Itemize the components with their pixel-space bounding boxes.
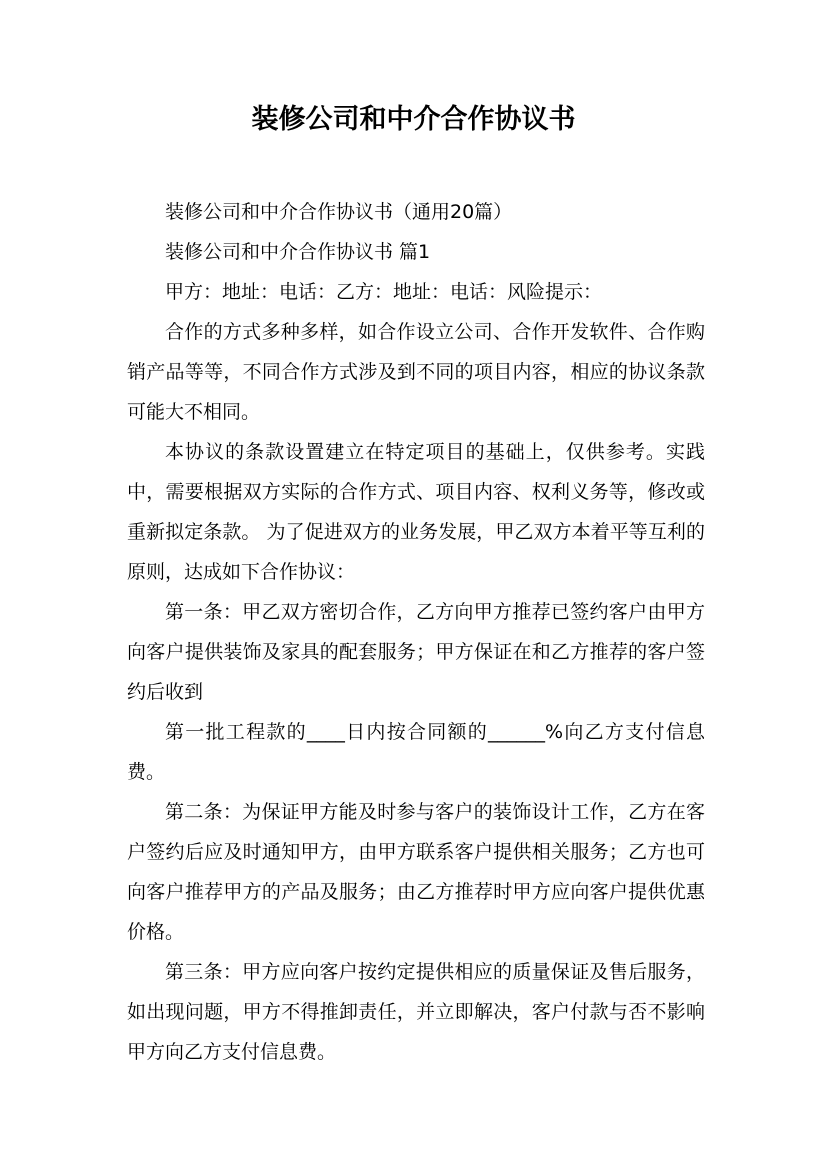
paragraph-article-2: 第二条：为保证甲方能及时参与客户的装饰设计工作，乙方在客户签约后应及时通知甲方，由甲方联系客户提供相关服务；乙方也可向客户推荐甲方的产品及服务；由乙方推荐时甲方应向客户提供优惠价格。: [127, 801, 705, 943]
paragraph-section-heading: 装修公司和中介合作协议书 篇1: [165, 241, 431, 263]
paragraph-risk-note-2: 本协议的条款设置建立在特定项目的基础上，仅供参考。实践中，需要根据双方实际的合作方式、项目内容、权利义务等，修改或重新拟定条款。 为了促进双方的业务发展，甲乙双方本着平等互利的原则，达成如下合作协议：: [127, 441, 705, 583]
document-title: 装修公司和中介合作协议书: [251, 104, 576, 135]
paragraph-article-3: 第三条：甲方应向客户按约定提供相应的质量保证及售后服务，如出现问题，甲方不得推卸责任，并立即解决，客户付款与否不影响甲方向乙方支付信息费。: [127, 961, 705, 1063]
document-body: [127, 192, 705, 1072]
paragraph-article-1-cont: 第一批工程款的____日内按合同额的______%向乙方支付信息费。: [127, 721, 705, 783]
paragraph-parties: 甲方：地址：电话：乙方：地址：电话：风险提示：: [165, 281, 603, 303]
paragraph-subtitle: 装修公司和中介合作协议书（通用20篇）: [165, 201, 513, 223]
paragraph-article-1: 第一条：甲乙双方密切合作，乙方向甲方推荐已签约客户由甲方向客户提供装饰及家具的配套服务；甲方保证在和乙方推荐的客户签约后收到: [127, 601, 705, 703]
paragraph-risk-note-1: 合作的方式多种多样，如合作设立公司、合作开发软件、合作购销产品等等，不同合作方式涉及到不同的项目内容，相应的协议条款可能大不相同。: [127, 321, 705, 423]
